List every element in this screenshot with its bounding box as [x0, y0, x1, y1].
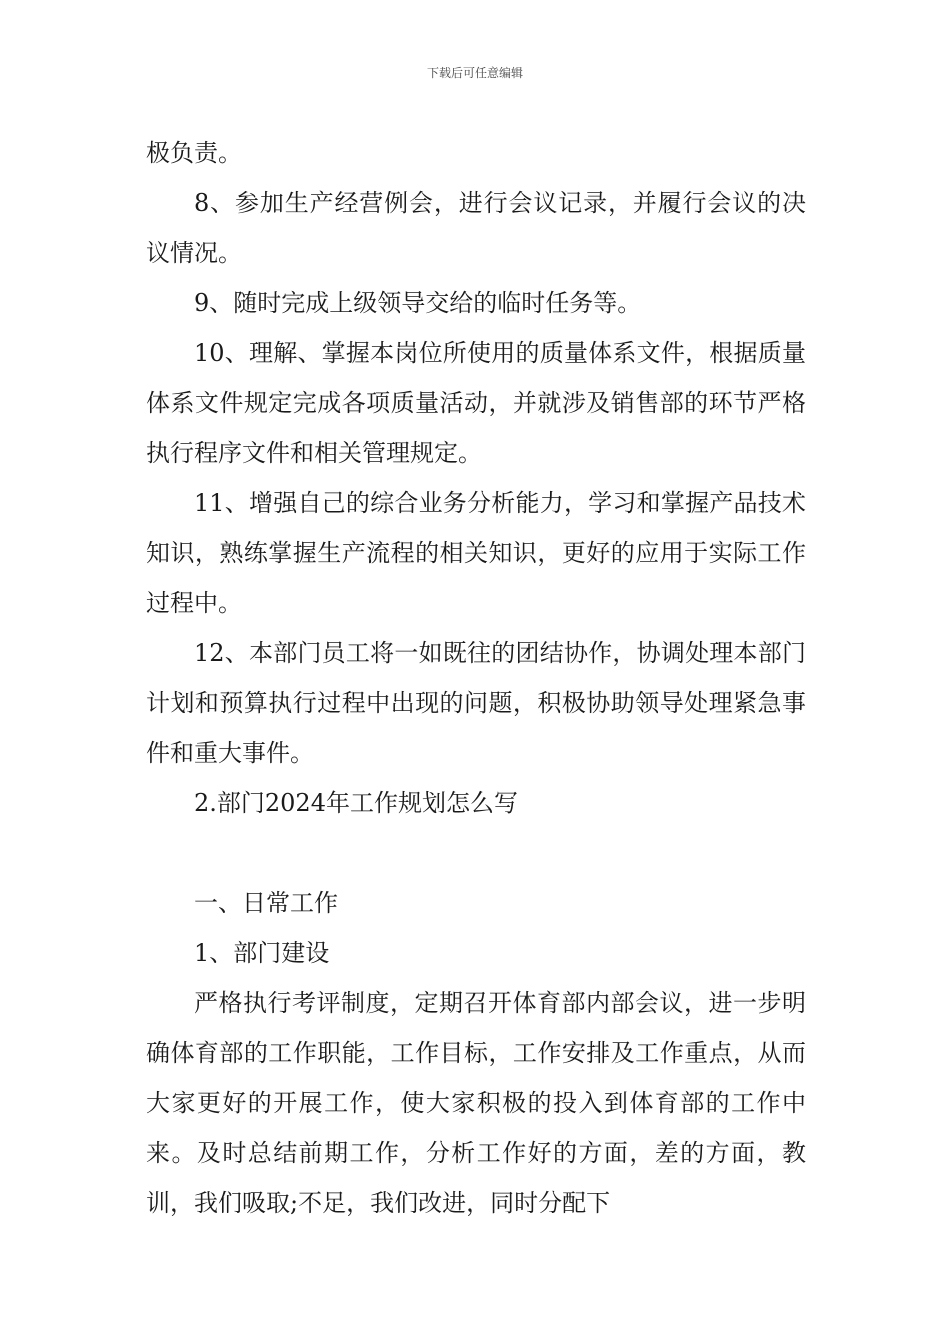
blank-line [146, 828, 806, 878]
document-body [146, 128, 806, 1228]
paragraph-item-8: 8、参加生产经营例会，进行会议记录，并履行会议的决议情况。 [146, 189, 806, 267]
paragraph-item-10: 10、理解、掌握本岗位所使用的质量体系文件，根据质量体系文件规定完成各项质量活动，并就涉及销售部的环节严格执行程序文件和相关管理规定。 [146, 339, 806, 467]
paragraph-body: 严格执行考评制度，定期召开体育部内部会议，进一步明确体育部的工作职能，工作目标，工作安排及工作重点，从而大家更好的开展工作，使大家积极的投入到体育部的工作中来。及时总结前期工作，分析工作好的方面，差的方面，教训，我们吸取;不足，我们改进，同时分配下 [146, 989, 806, 1217]
page-header: 下载后可任意编辑 [426, 66, 523, 80]
paragraph-item-11: 11、增强自己的综合业务分析能力，学习和掌握产品技术知识，熟练掌握生产流程的相关知识，更好的应用于实际工作过程中。 [146, 489, 806, 617]
paragraph-item-9: 9、随时完成上级领导交给的临时任务等。 [194, 289, 642, 317]
section-heading-daily-work: 一、日常工作 [194, 889, 338, 917]
paragraph-1: 极负责。 [146, 139, 242, 167]
section-heading-2: 2.部门2024年工作规划怎么写 [194, 789, 518, 817]
paragraph-item-12: 12、本部门员工将一如既往的团结协作，协调处理本部门计划和预算执行过程中出现的问题，积极协助领导处理紧急事件和重大事件。 [146, 639, 806, 767]
subheading-department-building: 1、部门建设 [194, 939, 330, 967]
